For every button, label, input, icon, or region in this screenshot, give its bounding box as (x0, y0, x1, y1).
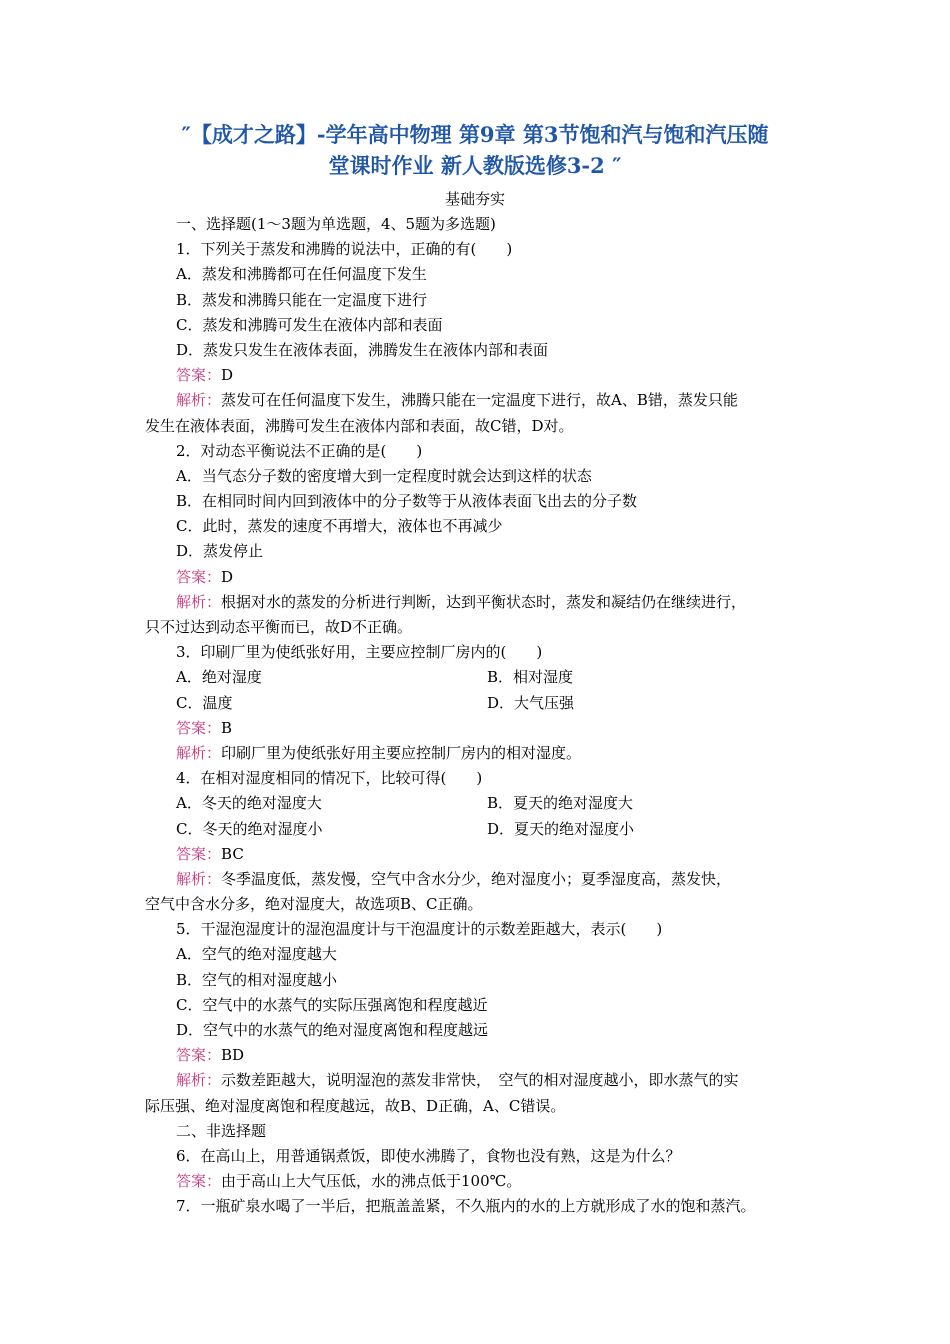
document-title-line-2: 堂课时作业 新人教版选修3-2 ″ (328, 153, 622, 178)
answer-label: 答案： (176, 567, 222, 586)
q1-answer (145, 363, 825, 388)
answer-label: 答案： (176, 1046, 222, 1065)
q5-option-c: C．空气中的水蒸气的实际压强离饱和程度越近 (176, 995, 488, 1014)
q3-option-b: B．相对湿度 (487, 668, 574, 687)
q3-analysis-line-1 (145, 741, 825, 766)
analysis-label: 解析： (176, 391, 222, 410)
q4-analysis-line-1 (145, 867, 825, 892)
q5-option-a: A．空气的绝对湿度越大 (176, 945, 337, 964)
q5-analysis-line-1 (145, 1068, 825, 1093)
q2-option-c: C．此时，蒸发的速度不再增大，液体也不再减少 (176, 517, 503, 536)
q2-analysis-line-2: 只不过达到动态平衡而已，故D不正确。 (145, 618, 413, 636)
q3-option-a: A．绝对湿度 (176, 668, 262, 687)
q2-analysis-line-1 (145, 590, 825, 615)
q1-analysis-line-2: 发生在液体表面，沸腾可发生在液体内部和表面，故C错，D对。 (145, 416, 574, 435)
q4-answer-value: BC (221, 844, 244, 863)
q3-answer (145, 716, 825, 741)
q3-analysis-text-1: 印刷厂里为使纸张好用主要应控制厂房内的相对湿度。 (221, 743, 582, 762)
analysis-label: 解析： (176, 869, 222, 888)
answer-label: 答案： (176, 718, 222, 737)
q2-answer (145, 565, 825, 590)
q5-option-d: D．空气中的水蒸气的绝对湿度离饱和程度越远 (176, 1021, 489, 1039)
section-heading-basic: 基础夯实 (444, 190, 505, 208)
q5-analysis-text-1: 示数差距越大，说明湿泡的蒸发非常快， 空气的相对湿度越小，即水蒸气的实 (221, 1071, 739, 1090)
section-heading-non-choice: 二、非选择题 (176, 1121, 267, 1140)
q5-analysis-line-2: 际压强、绝对湿度离饱和程度越远，故B、D正确，A、C错误。 (145, 1096, 566, 1115)
document-title-line-1: ″【成才之路】-学年高中物理 第9章 第3节饱和汽与饱和汽压随 (181, 122, 769, 147)
analysis-label: 解析： (176, 743, 222, 762)
q4-answer (145, 842, 825, 867)
answer-label: 答案： (176, 1172, 222, 1191)
q2-option-d: D．蒸发停止 (176, 542, 264, 561)
q3-answer-value: B (221, 718, 233, 737)
q4-stem: 4．在相对湿度相同的情况下，比较可得( ) (176, 769, 483, 788)
q4-option-b: B．夏天的绝对湿度大 (487, 794, 634, 813)
q4-option-a: A．冬天的绝对湿度大 (176, 794, 322, 813)
q1-option-c: C．蒸发和沸腾可发生在液体内部和表面 (176, 315, 443, 334)
q1-stem: 1．下列关于蒸发和沸腾的说法中，正确的有( ) (176, 240, 513, 259)
q5-answer (145, 1043, 825, 1068)
q3-stem: 3．印刷厂里为使纸张好用，主要应控制厂房内的( ) (176, 643, 543, 662)
answer-label: 答案： (176, 366, 222, 385)
q2-option-b: B．在相同时间内回到液体中的分子数等于从液体表面飞出去的分子数 (176, 492, 638, 511)
q6-stem: 6．在高山上，用普通锅煮饭，即使水沸腾了，食物也没有熟，这是为什么？ (176, 1146, 681, 1165)
q6-answer-value: 由于高山上大气压低，水的沸点低于100℃。 (221, 1172, 522, 1191)
q7-stem: 7．一瓶矿泉水喝了一半后，把瓶盖盖紧，不久瓶内的水的上方就形成了水的饱和蒸汽。 (176, 1197, 756, 1216)
q5-stem: 5．干湿泡湿度计的湿泡温度计与干泡温度计的示数差距越大，表示( ) (176, 920, 663, 939)
q1-analysis-text-1: 蒸发可在任何温度下发生，沸腾只能在一定温度下进行，故A、B错，蒸发只能 (221, 391, 738, 410)
q4-option-d: D．夏天的绝对湿度小 (487, 819, 635, 838)
q3-option-c: C．温度 (176, 693, 233, 712)
document-body (145, 212, 825, 1220)
q2-option-a: A．当气态分子数的密度增大到一定程度时就会达到这样的状态 (176, 466, 592, 485)
q4-analysis-text-1: 冬季温度低，蒸发慢，空气中含水分少，绝对湿度小；夏季湿度高，蒸发快， (221, 869, 732, 888)
q1-option-d: D．蒸发只发生在液体表面，沸腾发生在液体内部和表面 (176, 340, 549, 359)
q1-answer-value: D (221, 366, 234, 385)
q1-option-b: B．蒸发和沸腾只能在一定温度下进行 (176, 290, 428, 309)
section-heading-choice: 一、选择题(1～3题为单选题，4、5题为多选题) (176, 215, 496, 233)
q4-analysis-line-2: 空气中含水分多，绝对湿度大，故选项B、C正确。 (145, 895, 483, 914)
q2-stem: 2．对动态平衡说法不正确的是( ) (176, 441, 423, 460)
analysis-label: 解析： (176, 1071, 222, 1090)
q5-option-b: B．空气的相对湿度越小 (176, 970, 338, 989)
q4-option-c: C．冬天的绝对湿度小 (176, 819, 323, 838)
analysis-label: 解析： (176, 592, 222, 611)
q1-option-a: A．蒸发和沸腾都可在任何温度下发生 (176, 265, 427, 284)
q3-options-row-2 (145, 691, 825, 716)
answer-label: 答案： (176, 844, 222, 863)
q4-options-row-1 (145, 791, 825, 816)
q6-answer (145, 1169, 825, 1194)
q1-analysis-line-1 (145, 388, 825, 413)
q2-analysis-text-1: 根据对水的蒸发的分析进行判断，达到平衡状态时，蒸发和凝结仍在继续进行， (221, 592, 747, 611)
q3-option-d: D．大气压强 (487, 693, 575, 712)
q2-answer-value: D (221, 567, 234, 586)
q5-answer-value: BD (221, 1046, 245, 1065)
q3-options-row-1 (145, 665, 825, 690)
q4-options-row-2 (145, 817, 825, 842)
